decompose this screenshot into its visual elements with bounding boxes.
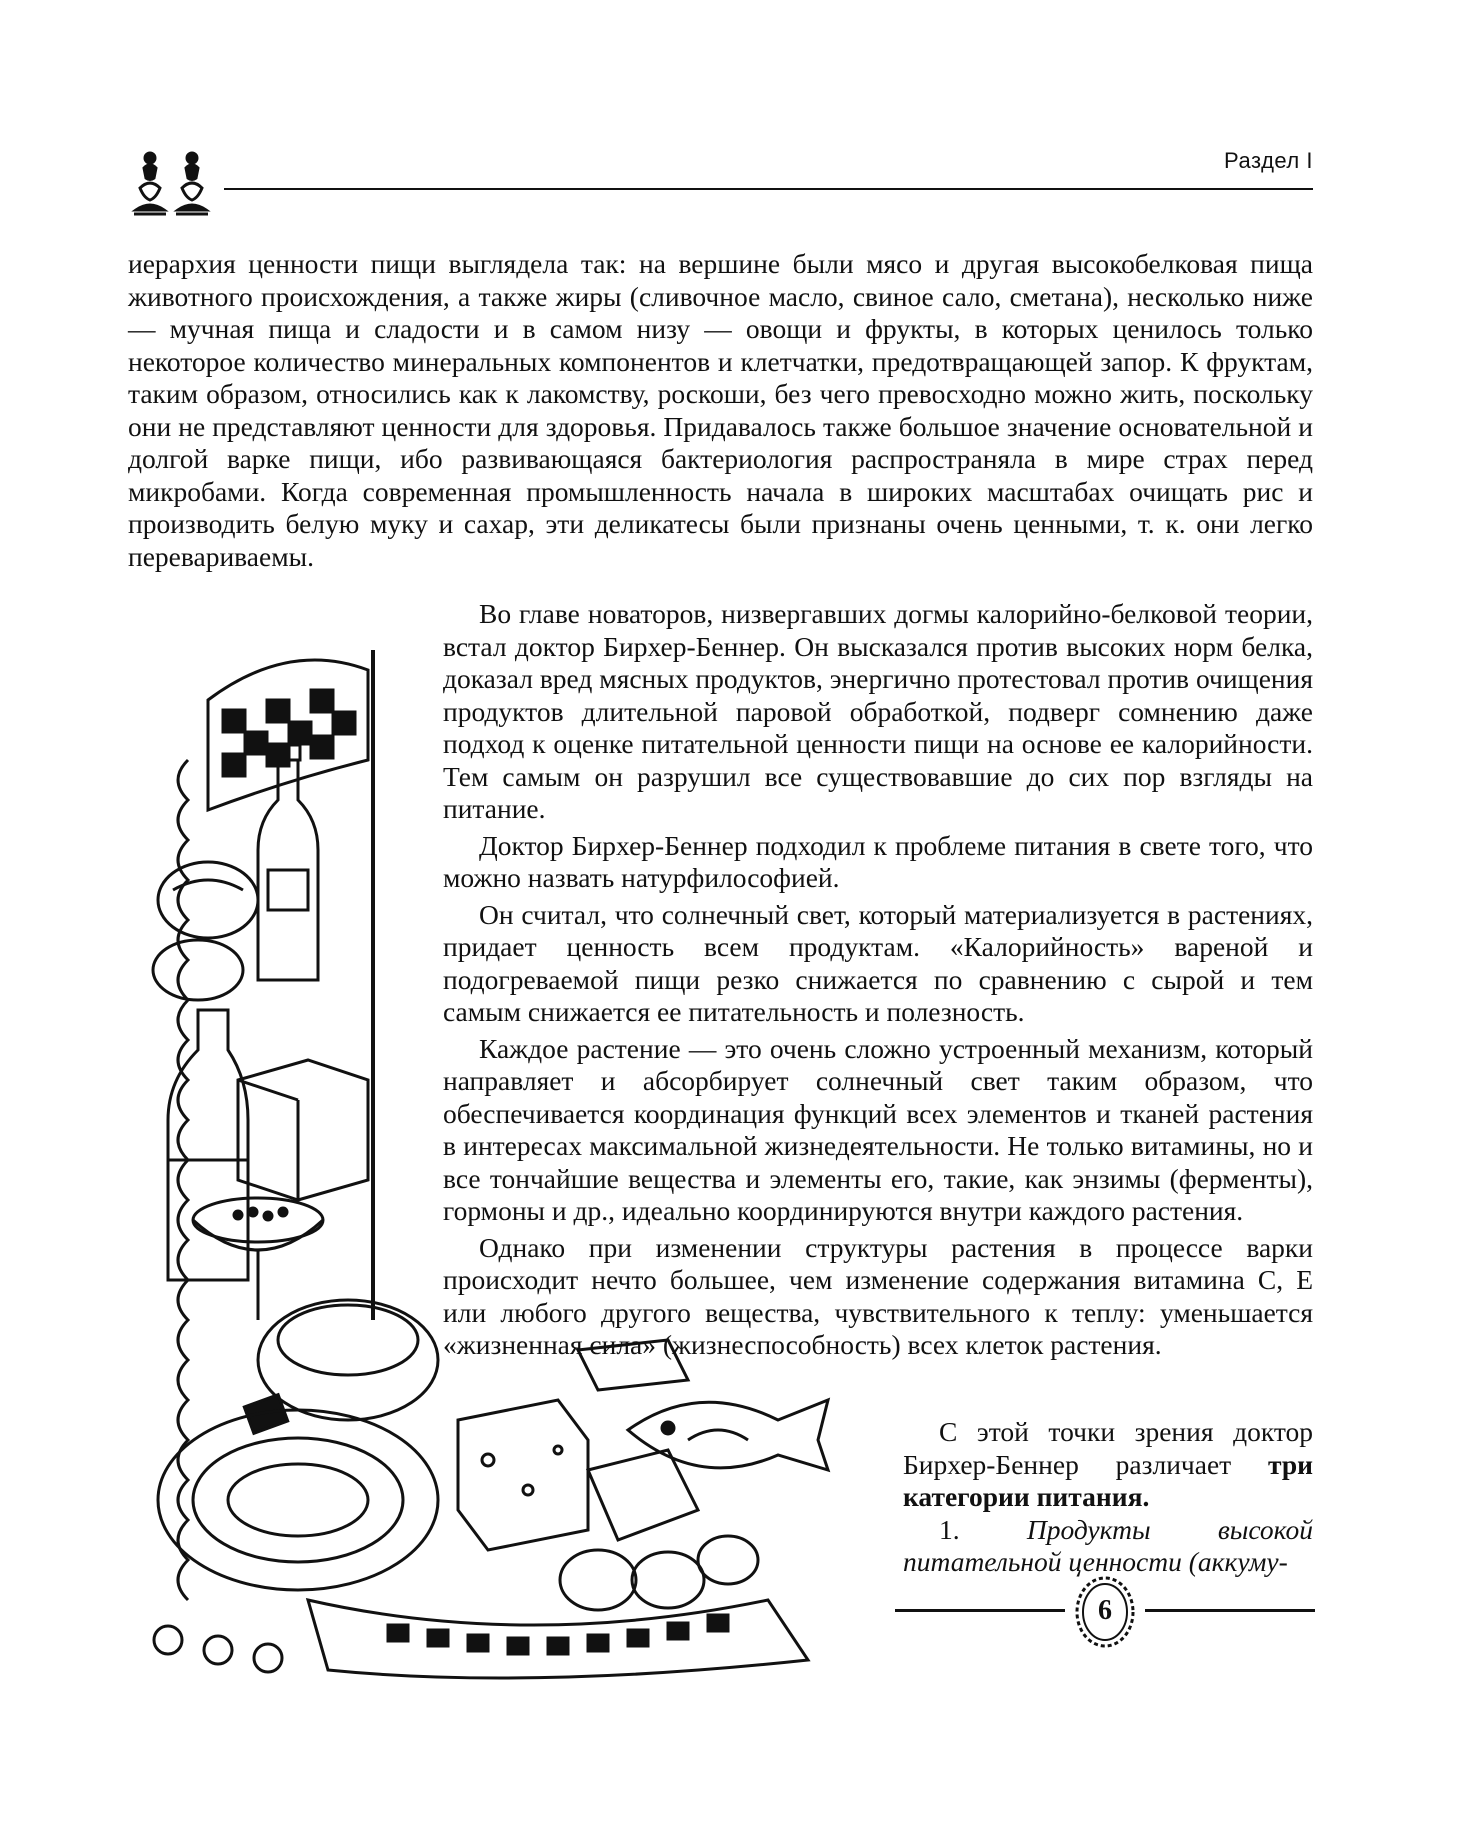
paragraph-2: Доктор Бирхер-Беннер подходил к проблеме питания в свете того, что можно назвать натурфилософией. [443, 829, 1313, 893]
categories-intro-text: С этой точки зрения доктор Бирхер-Беннер различает [903, 1416, 1313, 1480]
categories-intro [903, 1416, 1313, 1514]
chess-piece-icon [176, 153, 208, 214]
ham [158, 1410, 438, 1590]
chess-piece-icon [134, 153, 166, 214]
category-1-title: Продукты высокой питательной ценности (аккуму- [903, 1513, 1314, 1577]
category-1-number: 1. [939, 1513, 1027, 1545]
checkered-tablecloth [308, 1600, 808, 1678]
paragraph-3: Он считал, что солнечный свет, который материализуется в растениях, придает ценность всем продуктам. «Калорийность» вареной и подогреваемой пищи резко снижается по сравнению с сырой и тем самым снижается ее питательность и полезность. [443, 898, 1313, 1027]
intro-text [128, 248, 1313, 573]
narrow-column [903, 1416, 1313, 1579]
bread [153, 862, 258, 1000]
food-illustration [128, 640, 888, 1685]
section-label: Раздел I [1224, 148, 1313, 173]
page-header [128, 148, 1313, 220]
footer-rule-left [895, 1609, 1065, 1612]
page-footer [895, 1568, 1315, 1658]
rosettes [154, 1626, 282, 1672]
page-number: 6 [1098, 1595, 1112, 1626]
fish [628, 1400, 828, 1470]
header-rule [224, 188, 1313, 190]
bowl [193, 1198, 323, 1320]
eggs [560, 1536, 758, 1610]
paragraph-4: Каждое растение — это очень сложно устроенный механизм, который направляет и абсорбирует солнечный свет таким образом, что обеспечивается координация функций всех элементов и тканей растения в интересах максимальной жизнедеятельности. Не только витамины, но и все тончайшие вещества и элементы его, такие, как энзимы (ферменты), гормоны и др., идеально координируются внутри каждого растения. [443, 1032, 1313, 1226]
paragraph-1: Во главе новаторов, низвергавших догмы калорийно-белковой теории, встал доктор Бирхер-Беннер. Он высказался против высоких норм белка, доказал вред мясных продуктов, энергично протестовал против очищения продуктов длительной паровой обработкой, подверг сомнению даже подход к оценке питательной ценности пищи на основе ее калорийности. Тем самым он разрушил все существовавшие до сих пор взгляды на питание. [443, 598, 1313, 824]
paragraph-5: Однако при изменении структуры растения в процессе варки происходит нечто большее, чем изменение содержания витамина С, Е или любого другого вещества, чувствительного к теплу: уменьшается «жизненная сила» (жизнеспособность) всех клеток растения. [443, 1231, 1313, 1360]
bottle [258, 745, 318, 980]
categories-intro-bold: три категории питания. [903, 1448, 1313, 1512]
intro-paragraph: иерархия ценности пищи выглядела так: на вершине были мясо и другая высокобелковая пища животного происхождения, а также жиры (сливочное масло, свиное сало, сметана), несколько ниже — мучная пища и сладости и в самом низу — овощи и фрукты, в которых ценилось только некоторое количество минеральных компонентов и клетчатки, предотвращающей запор. К фруктам, таким образом, относились как к лакомству, роскоши, без чего превосходно можно жить, поскольку они не представляют ценности для здоровья. Придавалось также большое значение основательной и долгой варке пищи, ибо развивающаяся бактериология распространяла в мире страх перед микробами. Когда современная промышленность начала в широких масштабах очищать рис и производить белую муку и сахар, эти деликатесы были признаны очень ценными, т. к. они легко перевариваемы. [128, 248, 1313, 572]
footer-rule-right [1145, 1609, 1315, 1612]
checkered-cloth [208, 660, 368, 810]
chess-pieces-icon [128, 148, 228, 220]
cheese-block [458, 1400, 698, 1550]
carton-box [238, 1060, 368, 1200]
cheese-wedge [578, 1340, 688, 1390]
